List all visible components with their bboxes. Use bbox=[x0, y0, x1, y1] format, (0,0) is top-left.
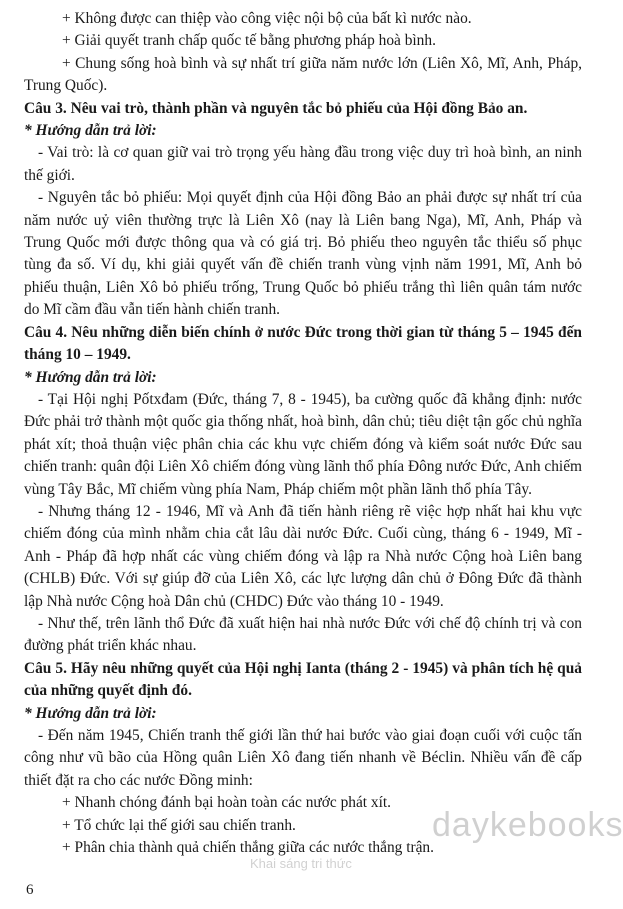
paragraph: + Không được can thiệp vào công việc nội bộ của bất kì nước nào. bbox=[62, 10, 472, 27]
paragraph: + Giải quyết tranh chấp quốc tế bằng phương pháp hoà bình. bbox=[62, 32, 436, 50]
paragraph: - Đến năm 1945, Chiến tranh thế giới lần thứ hai bước vào giai đoạn cuối với cuộc tấn công như vũ bão của Hồng quân Liên Xô đang tiến nhanh về Béclin. Nhiều vấn đề cấp thiết đặt ra cho các nước Đồng minh: bbox=[24, 727, 582, 789]
paragraph: - Vai trò: là cơ quan giữ vai trò trọng yếu hàng đầu trong việc duy trì hoà bình, an ninh thế giới. bbox=[24, 144, 582, 184]
answer-guide-label: * Hướng dẫn trả lời: bbox=[24, 368, 157, 386]
document-body bbox=[24, 8, 582, 859]
paragraph: - Tại Hội nghị Pốtxđam (Đức, tháng 7, 8 - 1945), ba cường quốc đã khẳng định: nước Đức phải trở thành một quốc gia thống nhất, hoà bình, dân chủ; tiêu diệt tận gốc chủ nghĩa phát xít; thoả thuận việc phân chia các khu vực chiếm đóng và kiểm soát nước Đức sau chiến tranh: quân đội Liên Xô chiếm đóng vùng lãnh thổ phía Đông nước Đức, Anh chiếm vùng Tây Bắc, Mĩ chiếm vùng phía Nam, Pháp chiếm một phần lãnh thổ phía Tây. bbox=[24, 390, 582, 498]
page-number: 6 bbox=[26, 882, 34, 898]
answer-guide-label: * Hướng dẫn trả lời: bbox=[24, 704, 157, 722]
bullet-item: + Tổ chức lại thế giới sau chiến tranh. bbox=[62, 816, 296, 834]
bullet-item: + Phân chia thành quả chiến thắng giữa các nước thắng trận. bbox=[62, 839, 434, 857]
question-heading: Câu 4. Nêu những diễn biến chính ở nước Đức trong thời gian từ tháng 5 – 1945 đến tháng 10 – 1949. bbox=[24, 323, 582, 364]
watermark-tagline: Khai sáng tri thức bbox=[250, 856, 352, 871]
question-heading: Câu 3. Nêu vai trò, thành phần và nguyên tắc bỏ phiếu của Hội đồng Bảo an. bbox=[24, 99, 528, 117]
bullet-item: + Nhanh chóng đánh bại hoàn toàn các nước phát xít. bbox=[62, 794, 392, 812]
paragraph: - Như thế, trên lãnh thổ Đức đã xuất hiện hai nhà nước Đức với chế độ chính trị và con đường phát triển khác nhau. bbox=[24, 614, 582, 655]
question-heading: Câu 5. Hãy nêu những quyết của Hội nghị Ianta (tháng 2 - 1945) và phân tích hệ quả của những quyết định đó. bbox=[24, 659, 582, 700]
watermark-logo: daykebooks bbox=[432, 806, 623, 844]
paragraph: - Nhưng tháng 12 - 1946, Mĩ và Anh đã tiến hành riêng rẽ việc hợp nhất hai khu vực chiếm đóng của mình nhằm chia cắt lâu dài nước Đức. Cuối cùng, tháng 6 - 1949, Mĩ - Anh - Pháp đã hợp nhất các vùng chiếm đóng và lập ra Nhà nước Cộng hoà Liên bang (CHLB) Đức. Với sự giúp đỡ của Liên Xô, các lực lượng dân chủ ở Đông Đức đã thành lập Nhà nước Cộng hoà Dân chủ (CHDC) Đức vào tháng 10 - 1949. bbox=[24, 502, 582, 610]
paragraph: - Nguyên tắc bỏ phiếu: Mọi quyết định của Hội đồng Bảo an phải được sự nhất trí của năm nước uỷ viên thường trực là Liên Xô (nay là Liên bang Nga), Mĩ, Anh, Pháp và Trung Quốc mới được thông qua và có giá trị. Bỏ phiếu theo nguyên tắc thiểu số phục tùng đa số. Ví dụ, khi giải quyết vấn đề chiến tranh vùng vịnh năm 1991, Mĩ, Anh bỏ phiếu thuận, Liên Xô bỏ phiếu trống, Trung Quốc bỏ phiếu trắng thì liên quân tám nước do Mĩ cầm đầu vẫn tiến hành chiến tranh. bbox=[24, 189, 582, 319]
answer-guide-label: * Hướng dẫn trả lời: bbox=[24, 122, 157, 140]
paragraph: + Chung sống hoà bình và sự nhất trí giữa năm nước lớn (Liên Xô, Mĩ, Anh, Pháp, Trung Quốc). bbox=[24, 54, 582, 95]
